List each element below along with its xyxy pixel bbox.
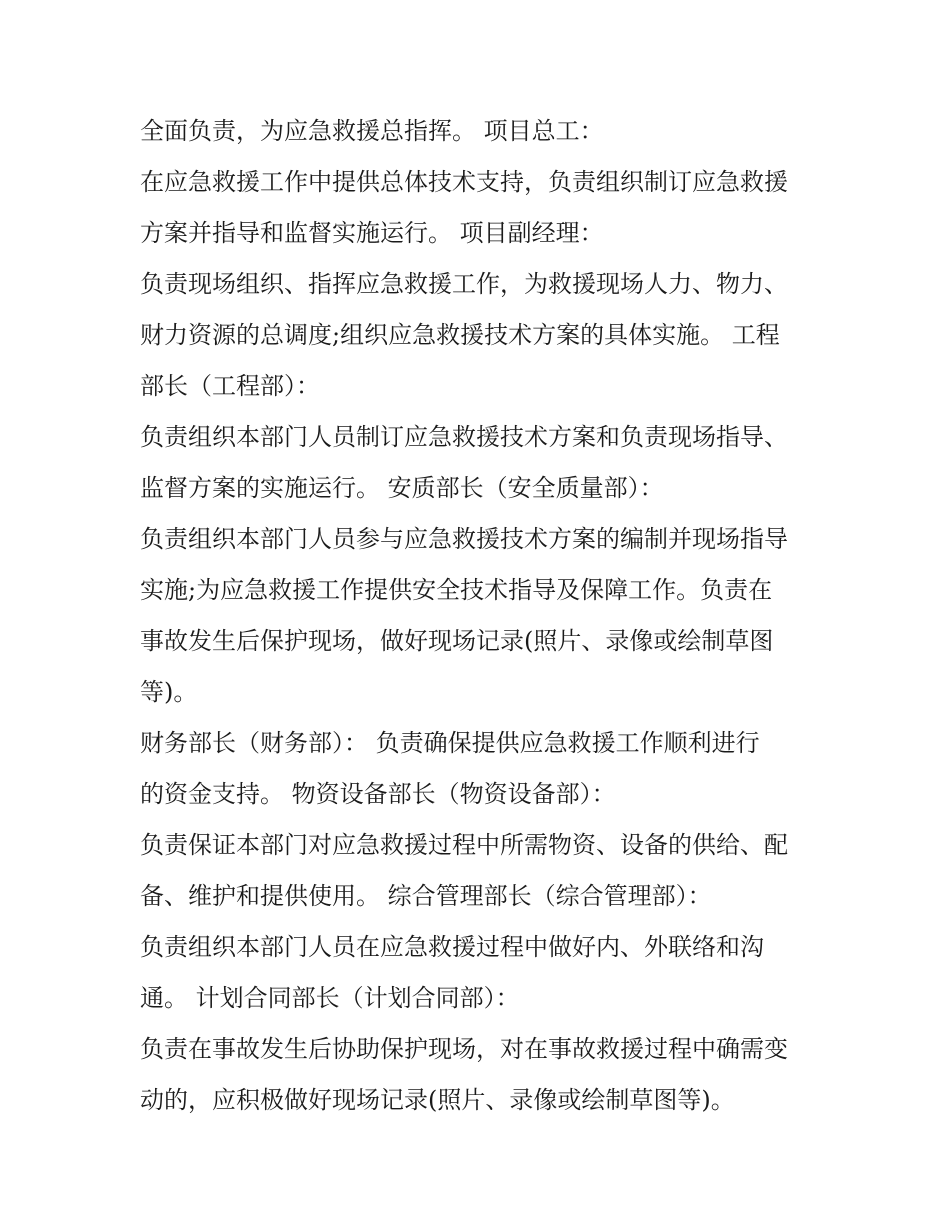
text-line: 财务部长（财务部）： 负责确保提供应急救援工作顺利进行 <box>140 729 760 757</box>
document-body <box>140 106 820 1126</box>
text-line: 监督方案的实施运行。 安质部长（安全质量部）： <box>140 474 664 502</box>
text-line: 实施;为应急救援工作提供安全技术指导及保障工作。负责在 <box>140 576 773 604</box>
text-line: 在应急救援工作中提供总体技术支持，负责组织制订应急救援 <box>140 168 788 196</box>
text-line: 等)。 <box>140 678 198 706</box>
text-line: 负责组织本部门人员参与应急救援技术方案的编制并现场指导 <box>140 525 788 553</box>
text-line: 部长（工程部）： <box>140 372 320 400</box>
text-line: 负责保证本部门对应急救援过程中所需物资、设备的供给、配 <box>140 831 788 859</box>
text-line: 通。 计划合同部长（计划合同部）： <box>140 984 520 1012</box>
text-line: 备、维护和提供使用。 综合管理部长（综合管理部）： <box>140 882 712 910</box>
text-line: 的资金支持。 物资设备部长（物资设备部）： <box>140 780 616 808</box>
text-line: 事故发生后保护现场，做好现场记录(照片、录像或绘制草图 <box>140 627 774 655</box>
text-line: 负责在事故发生后协助保护现场，对在事故救援过程中确需变 <box>140 1035 788 1063</box>
text-line: 负责组织本部门人员在应急救援过程中做好内、外联络和沟 <box>140 933 764 961</box>
text-line: 动的，应积极做好现场记录(照片、录像或绘制草图等)。 <box>140 1086 735 1114</box>
text-line: 负责组织本部门人员制订应急救援技术方案和负责现场指导、 <box>140 423 788 451</box>
text-line: 全面负责，为应急救援总指挥。 项目总工： <box>140 117 604 145</box>
text-line: 财力资源的总调度;组织应急救援技术方案的具体实施。 工程 <box>140 321 780 349</box>
text-line: 负责现场组织、指挥应急救援工作，为救援现场人力、物力、 <box>140 270 788 298</box>
text-line: 方案并指导和监督实施运行。 项目副经理： <box>140 219 604 247</box>
